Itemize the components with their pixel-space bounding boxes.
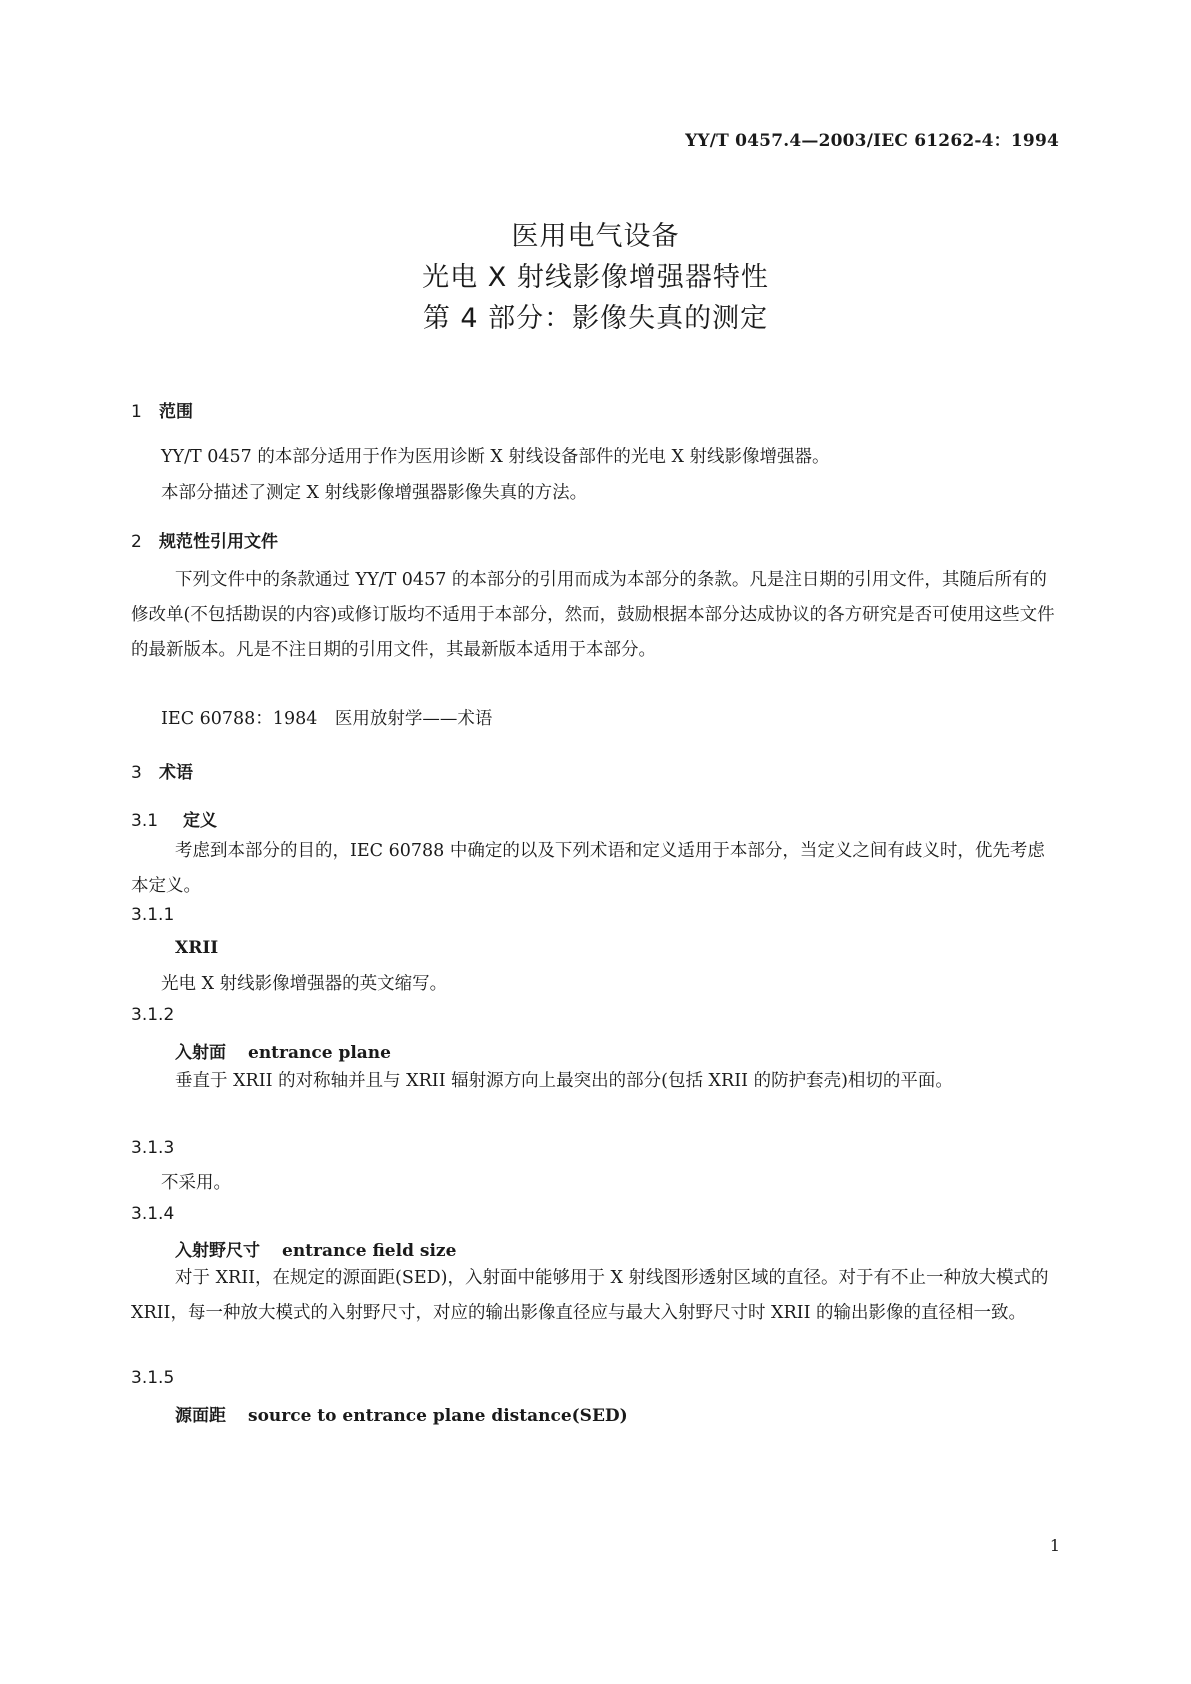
paragraph: 下列文件中的条款通过 YY/T 0457 的本部分的引用而成为本部分的条款。凡是注日期的引用文件，其随后所有的修改单(不包括勘误的内容)或修订版均不适用于本部分，然而，鼓励根据本部分达成协议的各方研究是否可使用这些文件的最新版本。凡是不注日期的引用文件，其最新版本适用于本部分。 [131,570,1055,660]
paragraph: 考虑到本部分的目的，IEC 60788 中确定的以及下列术语和定义适用于本部分，当定义之间有歧义时，优先考虑本定义。 [131,841,1045,896]
section-title: 定义 [183,811,217,831]
term-heading [175,938,218,958]
term-en: entrance plane [248,1043,391,1063]
section-number: 3 [131,763,142,783]
standard-number: YY/T 0457.4—2003/IEC 61262-4：1994 [685,131,1059,151]
term-definition: 不采用。 [161,1173,231,1193]
section-2-heading [131,527,278,552]
section-1-heading [131,397,193,422]
title-line-1: 医用电气设备 [511,221,680,252]
term-heading [175,1236,456,1261]
paragraph: YY/T 0457 的本部分适用于作为医用诊断 X 射线设备部件的光电 X 射线影像增强器。 [161,447,830,467]
term-number: 3.1.4 [131,1204,175,1224]
term-heading [175,1401,628,1426]
term-definition: 垂直于 XRII 的对称轴并且与 XRII 辐射源方向上最突出的部分(包括 XRII 的防护套壳)相切的平面。 [175,1071,953,1091]
section-number: 1 [131,402,142,422]
section-number: 2 [131,532,142,552]
term-en: XRII [175,938,219,958]
title-line-2: 光电 X 射线影像增强器特性 [422,262,769,293]
section-3-1-heading [131,806,217,831]
section-title: 规范性引用文件 [159,532,278,552]
paragraph: 本部分描述了测定 X 射线影像增强器影像失真的方法。 [161,483,588,503]
term-definition: 对于 XRII，在规定的源面距(SED)，入射面中能够用于 X 射线图形透射区域的直径。对于有不止一种放大模式的 XRII，每一种放大模式的入射野尺寸，对应的输出影像直径应与最大入射野尺寸时 XRII 的输出影像的直径相一致。 [131,1268,1049,1323]
term-number: 3.1.5 [131,1368,175,1388]
term-zh: 入射面 [175,1043,226,1063]
term-number: 3.1.1 [131,905,175,925]
term-number: 3.1.2 [131,1005,175,1025]
term-zh: 源面距 [175,1406,226,1426]
section-title: 术语 [159,763,193,783]
term-en: entrance field size [282,1241,457,1261]
reference-item: IEC 60788：1984 医用放射学——术语 [161,709,493,729]
term-zh: 入射野尺寸 [175,1241,260,1261]
term-number: 3.1.3 [131,1138,175,1158]
term-en: source to entrance plane distance(SED) [248,1406,628,1426]
term-heading [175,1038,391,1063]
term-definition: 光电 X 射线影像增强器的英文缩写。 [161,974,448,994]
section-number: 3.1 [131,811,159,831]
page-number: 1 [1049,1536,1060,1555]
title-line-3: 第 4 部分：影像失真的测定 [422,303,769,334]
section-3-heading [131,758,193,783]
section-title: 范围 [159,402,193,422]
